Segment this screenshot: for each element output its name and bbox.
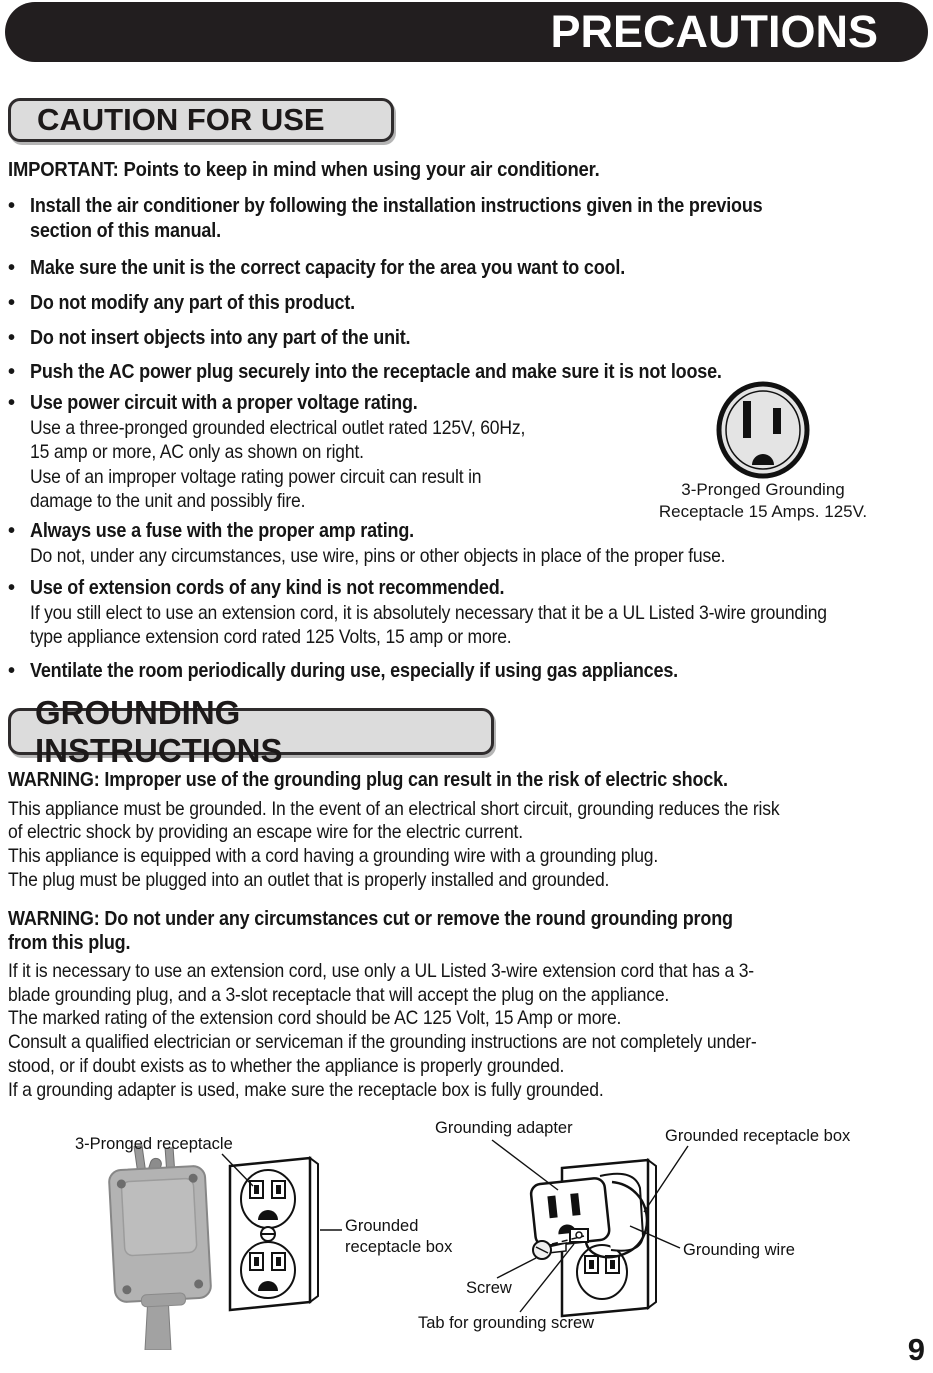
warning-electric-shock: WARNING: Improper use of the grounding plug can result in the risk of electric shock. This appliance must be grounded. In the event of an electrical short circuit, grounding reduces the risk of electric shock by providing an escape wire for the electric current. This appliance is equipped with a cord having a grounding wire with a grounding plug. The plug must be plugged into an outlet that is properly installed and grounded. bbox=[8, 769, 780, 891]
grounding-header-label: GROUNDING INSTRUCTIONS bbox=[35, 693, 283, 769]
caution-header-label: CAUTION FOR USE bbox=[37, 102, 325, 137]
bullet-no-insert: • Do not insert objects into any part of the unit. bbox=[8, 327, 411, 349]
warning-grounding-prong: WARNING: Do not under any circumstances cut or remove the round grounding prong from this plug. If it is necessary to use an extension cord, use only a UL Listed 3-wire extension cord that has a 3- blade grounding plug, and a 3-slot receptacle that will accept the plug on the appliance. The marked rating of the extension cord should be AC 125 Volt, 15 Amp or more. Consult a qualified electrician or serviceman if the grounding instructions are not completely under- stood, or if doubt exists as to whether the appliance is properly grounded. If a grounding adapter is used, make sure the receptacle box is fully grounded. bbox=[8, 908, 757, 1101]
bullet-marker: • bbox=[8, 660, 16, 682]
label-screw: Screw bbox=[466, 1279, 512, 1297]
label-grounding-wire: Grounding wire bbox=[683, 1241, 795, 1259]
page-title: PRECAUTIONS bbox=[550, 6, 878, 57]
receptacle-caption-line1: 3-Pronged Grounding bbox=[681, 480, 845, 499]
bullet-extension-cords: • Use of extension cords of any kind is not recommended. If you still elect to use an extension cord, it is absolutely necessary that it be a UL Listed 3-wire grounding type appliance extension cord rated 125 Volts, 15 amp or more. bbox=[8, 577, 827, 649]
grounding-diagram bbox=[0, 1110, 933, 1350]
important-note: IMPORTANT: Points to keep in mind when using your air conditioner. bbox=[8, 158, 600, 181]
bullet-marker: • bbox=[8, 520, 16, 542]
left-outlet-plate-illustration bbox=[230, 1158, 318, 1310]
bullet-marker: • bbox=[8, 361, 16, 383]
bullet-marker: • bbox=[8, 195, 16, 217]
bullet-marker: • bbox=[8, 327, 16, 349]
grounding-instructions-header bbox=[8, 693, 494, 769]
bullet-install: • Install the air conditioner by following the installation instructions given in the previous section of this manual. bbox=[8, 195, 763, 242]
bullet-no-modify: • Do not modify any part of this product. bbox=[8, 292, 355, 314]
bullet-marker: • bbox=[8, 577, 16, 599]
label-tab-for-grounding-screw: Tab for grounding screw bbox=[418, 1314, 595, 1332]
bullet-marker: • bbox=[8, 292, 16, 314]
bullet-capacity: • Make sure the unit is the correct capacity for the area you want to cool. bbox=[8, 257, 626, 279]
label-3-pronged-receptacle: 3-Pronged receptacle bbox=[75, 1135, 233, 1153]
receptacle-icon bbox=[715, 381, 811, 479]
bullet-marker: • bbox=[8, 257, 16, 279]
plug-illustration bbox=[109, 1146, 212, 1350]
bullet-marker: • bbox=[8, 392, 16, 414]
label-grounded-receptacle-box-left: Grounded receptacle box bbox=[345, 1217, 453, 1256]
precautions-banner bbox=[5, 2, 928, 62]
label-grounding-adapter: Grounding adapter bbox=[435, 1119, 573, 1137]
caution-for-use-header bbox=[8, 98, 394, 142]
bullet-push-plug: • Push the AC power plug securely into the receptacle and make sure it is not loose. bbox=[8, 361, 722, 383]
page-number: 9 bbox=[907, 1332, 925, 1367]
grounding-receptacle-figure bbox=[650, 381, 876, 523]
bullet-ventilate: • Ventilate the room periodically during use, especially if using gas appliances. bbox=[8, 660, 678, 682]
label-grounded-receptacle-box-right: Grounded receptacle box bbox=[665, 1127, 851, 1145]
bullet-fuse: • Always use a fuse with the proper amp rating. Do not, under any circumstances, use wire, pins or other objects in place of the proper fuse. bbox=[8, 520, 726, 567]
receptacle-caption-line2: Receptacle 15 Amps. 125V. bbox=[658, 502, 868, 521]
bullet-voltage-rating: • Use power circuit with a proper voltage rating. Use a three-pronged grounded electrical outlet rated 125V, 60Hz, 15 amp or more, AC only as shown on right. Use of an improper voltage rating power circuit can result in damage to the unit and possibly fire. bbox=[8, 392, 526, 512]
